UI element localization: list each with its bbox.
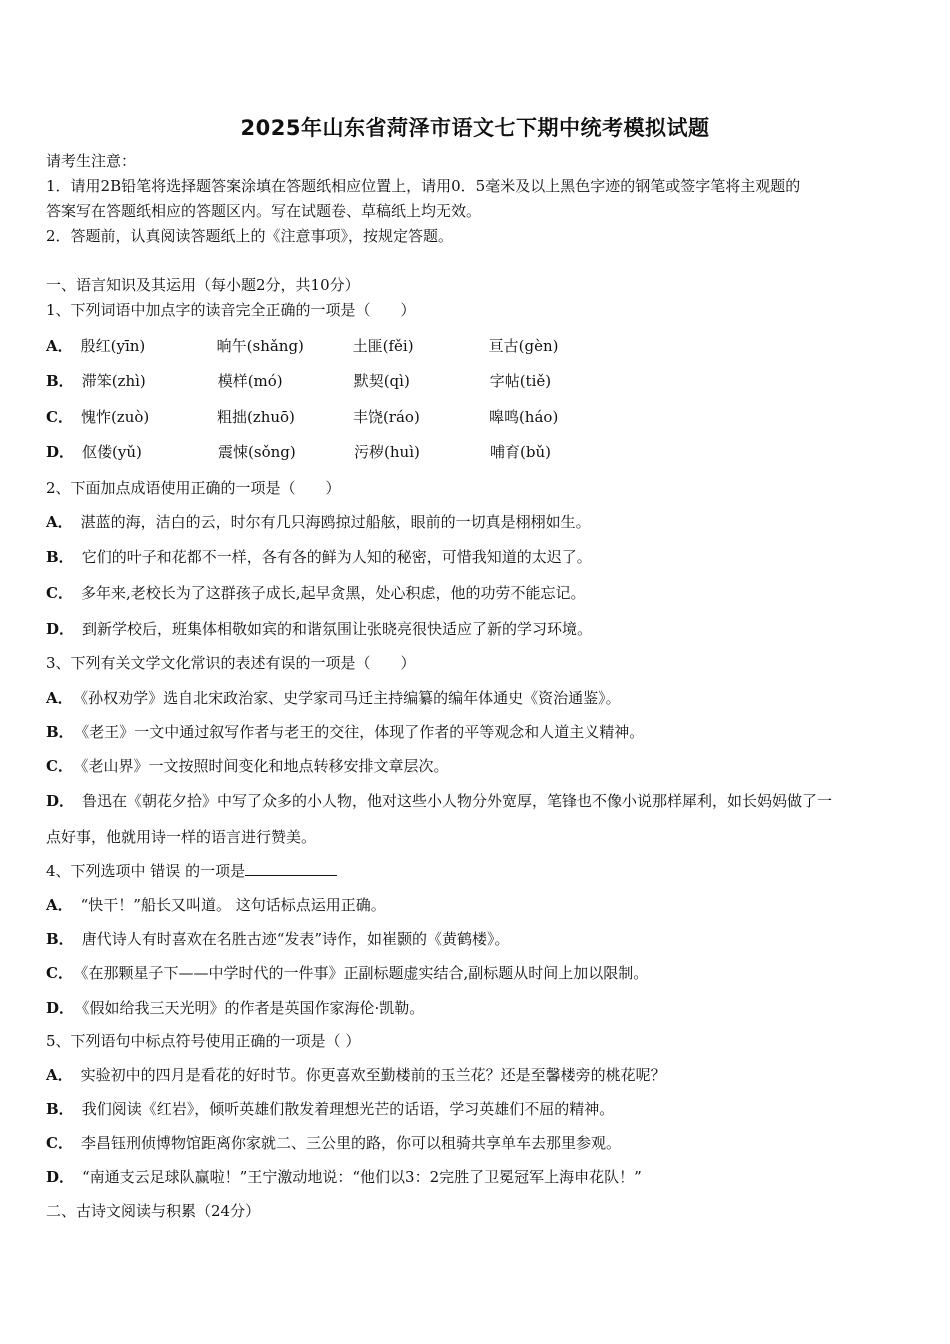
option-label: B． <box>46 548 74 566</box>
option-text: 唐代诗人有时喜欢在名胜古迹“发表”诗作，如崔颢的《黄鹤楼》。 <box>81 930 510 948</box>
q1-option-d <box>46 441 626 463</box>
option-label: B． <box>46 1100 74 1118</box>
page-title: 2025年山东省菏泽市语文七下期中统考模拟试题 <box>240 116 710 140</box>
q3-option-d-continued: 点好事，他就用诗一样的语言进行赞美。 <box>46 828 317 846</box>
option-word: 滞笨(zhì) <box>81 372 146 390</box>
notice-heading: 请考生注意： <box>46 152 137 170</box>
option-label: A． <box>46 896 73 914</box>
option-text: 《假如给我三天光明》的作者是英国作家海伦·凯勒。 <box>82 999 425 1017</box>
option-text: 我们阅读《红岩》，倾听英雄们散发着理想光芒的话语，学习英雄们不屈的精神。 <box>81 1100 615 1118</box>
option-label: C． <box>46 757 73 775</box>
q1-stem: 1、下列词语中加点字的读音完全正确的一项是（ ） <box>46 301 416 319</box>
option-text: 《老山界》一文按照时间变化和地点转移安排文章层次。 <box>80 757 449 775</box>
q1-option-c <box>46 406 625 428</box>
q3-option-a <box>46 687 621 709</box>
option-label: D． <box>46 792 75 810</box>
option-label: D． <box>46 620 75 638</box>
q2-option-c <box>46 582 586 604</box>
q3-stem: 3、下列有关文学文化常识的表述有误的一项是（ ） <box>46 654 416 672</box>
option-label: A． <box>46 1066 73 1084</box>
option-label: A． <box>46 513 73 531</box>
option-label: A． <box>46 337 73 355</box>
option-word: 污秽(huì) <box>354 443 420 461</box>
q2-option-b <box>46 546 592 568</box>
q5-option-b <box>46 1098 614 1120</box>
option-label: C． <box>46 408 73 426</box>
option-word: 愧怍(zuò) <box>80 408 150 426</box>
option-label: D． <box>46 443 75 461</box>
option-word: 模样(mó) <box>217 372 283 390</box>
option-word: 丰饶(ráo) <box>352 408 420 426</box>
option-label: B． <box>46 372 74 390</box>
option-text: 多年来,老校长为了这群孩子成长,起早贪黑，处心积虑，他的功劳不能忘记。 <box>80 584 586 602</box>
option-word: 默契(qì) <box>353 372 410 390</box>
option-label: B． <box>46 723 74 741</box>
notice-item-1-line-1: 1．请用2B铅笔将选择题答案涂填在答题纸相应位置上，请用0．5毫米及以上黑色字迹的钢笔或签字笔将主观题的 <box>46 177 801 195</box>
option-text: 李昌钰刑侦博物馆距离你家就二、三公里的路，你可以租骑共享单车去那里参观。 <box>80 1134 621 1152</box>
option-word: 殷红(yīn) <box>80 337 146 355</box>
q5-stem: 5、下列语句中标点符号使用正确的一项是（ ） <box>46 1032 361 1050</box>
q4-option-a <box>46 894 386 916</box>
option-word: 哺育(bǔ) <box>490 443 551 461</box>
q2-option-d <box>46 618 592 640</box>
section-1-heading: 一、语言知识及其运用（每小题2分，共10分） <box>46 276 360 294</box>
q4-stem <box>46 860 337 882</box>
option-label: D． <box>46 999 75 1017</box>
option-text: “南通支云足球队赢啦！”王宁激动地说：“他们以3：2完胜了卫冕冠军上海申花队！” <box>82 1168 642 1186</box>
q1-option-b <box>46 370 626 392</box>
option-text: 湛蓝的海，洁白的云，时尔有几只海鸥掠过船舷，眼前的一切真是栩栩如生。 <box>80 513 591 531</box>
answer-blank <box>245 861 337 876</box>
q1-option-a <box>46 335 625 357</box>
section-2-heading: 二、古诗文阅读与积累（24分） <box>46 1202 261 1220</box>
option-label: B． <box>46 930 74 948</box>
option-word: 土匪(fěi) <box>352 337 414 355</box>
option-word: 伛偻(yǔ) <box>82 443 142 461</box>
notice-item-1-line-2: 答案写在答题纸相应的答题区内。写在试题卷、草稿纸上均无效。 <box>46 202 482 220</box>
option-word: 晌午(shǎng) <box>216 337 304 355</box>
option-word: 震悚(sǒng) <box>218 443 296 461</box>
option-text: 《孙权劝学》选自北宋政治家、史学家司马迁主持编纂的编年体通史《资治通鉴》。 <box>80 689 621 707</box>
q3-option-c <box>46 755 448 777</box>
option-text: 它们的叶子和花都不一样，各有各的鲜为人知的秘密，可惜我知道的太迟了。 <box>81 548 592 566</box>
option-word: 亘古(gèn) <box>488 337 559 355</box>
option-text: “快干！”船长又叫道。 这句话标点运用正确。 <box>80 896 386 914</box>
option-label: D． <box>46 1168 75 1186</box>
q5-option-c <box>46 1132 621 1154</box>
q4-stem-text: 4、下列选项中 错误 的一项是 <box>46 862 246 880</box>
option-label: A． <box>46 689 73 707</box>
q2-stem: 2、下面加点成语使用正确的一项是（ ） <box>46 479 341 497</box>
notice-item-2: 2．答题前，认真阅读答题纸上的《注意事项》，按规定答题。 <box>46 227 454 245</box>
option-word: 粗拙(zhuō) <box>216 408 295 426</box>
option-text: 《老王》一文中通过叙写作者与老王的交往，体现了作者的平等观念和人道主义精神。 <box>81 723 645 741</box>
q3-option-b <box>46 721 644 743</box>
q4-option-d <box>46 997 424 1019</box>
q4-option-c <box>46 962 648 984</box>
q2-option-a <box>46 511 591 533</box>
q5-option-a <box>46 1064 666 1086</box>
option-text: 实验初中的四月是看花的好时节。你更喜欢至勤楼前的玉兰花？还是至馨楼旁的桃花呢？ <box>80 1066 666 1084</box>
option-word: 字帖(tiě) <box>489 372 552 390</box>
option-word: 嗥鸣(háo) <box>488 408 559 426</box>
option-label: C． <box>46 964 73 982</box>
option-text: 《在那颗星子下——中学时代的一件事》正副标题虚实结合,副标题从时间上加以限制。 <box>80 964 649 982</box>
option-label: C． <box>46 1134 73 1152</box>
option-text: 鲁迅在《朝花夕拾》中写了众多的小人物，他对这些小人物分外宽厚，笔锋也不像小说那样犀利，如长妈妈做了一 <box>82 792 833 810</box>
q3-option-d <box>46 790 832 812</box>
option-label: C． <box>46 584 73 602</box>
q5-option-d <box>46 1166 642 1188</box>
q4-option-b <box>46 928 510 950</box>
option-text: 到新学校后，班集体相敬如宾的和谐氛围让张晓亮很快适应了新的学习环境。 <box>82 620 593 638</box>
